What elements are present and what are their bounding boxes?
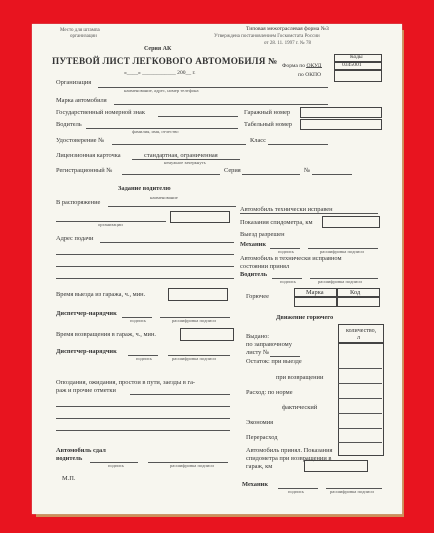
number-field-label: № [304, 167, 311, 174]
mechanic-2-label: Механик [242, 481, 269, 488]
quantity-header-1: количество, [346, 328, 377, 334]
disposal-box [170, 211, 230, 223]
quantity-header-box [338, 324, 384, 344]
license-label: Удостоверение № [56, 137, 105, 144]
car-handed-driver-label: водитель [56, 455, 83, 462]
date-line: «____» ____________ 200__ г. [124, 70, 196, 76]
handed-decode-hint: расшифровка подписи [170, 462, 214, 468]
disposal-org-hint: организации [98, 221, 123, 227]
garage-number-box [300, 107, 382, 118]
fuel-code-value-box [336, 296, 380, 307]
accepted-driver-label: Водитель [240, 271, 268, 278]
driver-hint: фамилия, имя, отчество [132, 128, 179, 134]
plate-label: Государственный номерной знак [56, 109, 145, 116]
seal-place: М.П. [62, 475, 76, 482]
economy-label: Экономия [246, 419, 274, 426]
fuel-brand-label: Марка [306, 288, 324, 296]
departure-time-box [168, 288, 228, 301]
mechanic-sign-hint: подпись [278, 248, 295, 254]
organization-label: Организация [56, 79, 92, 86]
car-received-line-1: Автомобиль принял. Показания [246, 447, 333, 454]
task-heading: Задание водителю [118, 185, 171, 192]
driver-sign-hint: подпись [280, 278, 297, 284]
fuel-brand-value-box [294, 296, 338, 307]
handed-sign-hint: подпись [108, 462, 125, 468]
remainder-return-label: при возвращении [276, 374, 324, 381]
return-time-box [180, 328, 234, 341]
form-title: ПУТЕВОЙ ЛИСТ ЛЕГКОВОГО АВТОМОБИЛЯ № [52, 56, 278, 66]
issued-line-1: Выдано: [246, 333, 270, 340]
departure-allowed-label: Выезд разрешен [240, 231, 285, 238]
tab-number-box [300, 119, 382, 130]
accepted-line-2: состоянии принял [240, 263, 290, 270]
class-label: Класс [250, 137, 266, 144]
registration-number-label: Регистрационный № [56, 167, 113, 174]
dispatcher-1-decode-hint: расшифровка подписи [172, 317, 216, 323]
quantity-header-2: л [357, 335, 360, 341]
consumption-actual-label: фактический [282, 404, 318, 411]
card-type-text: стандартная, ограниченная [144, 152, 218, 159]
dispatcher-1-sign-hint: подпись [130, 317, 147, 323]
driver-label: Водитель [56, 121, 82, 128]
car-received-line-2: спидометра при возвращении в [246, 455, 332, 462]
delays-line-2: раж и прочие отметки [56, 387, 116, 394]
okud-value: 0345001 [342, 61, 362, 68]
approval-date: от 28. 11. 1997 г. № 78 [264, 41, 311, 46]
car-handed-label: Автомобиль сдал [56, 447, 106, 454]
codes-label: Коды [350, 54, 363, 60]
dispatcher-2-decode-hint: расшифровка подписи [172, 355, 216, 361]
tab-number-label: Табельный номер [244, 121, 292, 128]
return-odometer-box [304, 460, 368, 472]
accepted-line-1: Автомобиль в технически исправном [240, 255, 342, 262]
license-card-label: Лицензионная карточка [56, 152, 121, 159]
card-type-hint: ненужное зачеркнуть [164, 159, 206, 165]
mechanic-2-sign-hint: подпись [288, 488, 305, 494]
car-brand-label: Марка автомобиля [56, 97, 107, 104]
dispatcher-1-label: Диспетчер-нарядчик [56, 310, 117, 317]
fuel-label: Горючее [246, 293, 269, 300]
fuel-movement-heading: Движение горючего [276, 314, 334, 321]
quantity-column-box [338, 342, 384, 456]
waybill-form [32, 24, 402, 514]
okpo-value-box [334, 69, 382, 82]
series-field-label: Серия [224, 167, 241, 174]
dispatcher-2-sign-hint: подпись [136, 355, 153, 361]
remainder-departure-label: Остаток: при выезде [246, 358, 302, 365]
mechanic-2-decode-hint: расшифровка подписи [330, 488, 374, 494]
dispatcher-2-label: Диспетчер-нарядчик [56, 348, 117, 355]
odometer-box [322, 216, 380, 228]
okpo-label: по ОКПО [298, 72, 322, 78]
car-received-line-3: гараж, км [246, 463, 273, 470]
garage-number-label: Гаражный номер [244, 109, 291, 116]
consumption-norm-label: Расход: по норме [246, 389, 293, 396]
delays-line-1: Опоздания, ожидания, простои в пути, заезды в га- [56, 379, 196, 386]
stamp-place-label: Место для штампа [60, 28, 100, 33]
issued-line-2: по заправочному [246, 341, 292, 348]
driver-decode-hint: расшифровка подписи [318, 278, 362, 284]
mechanic-decode-hint: расшифровка подписи [320, 248, 364, 254]
return-time-label: Время возвращения в гараж, ч., мин. [56, 331, 156, 338]
organization-hint: наименование, адрес, номер телефона [124, 87, 199, 93]
mechanic-label: Механик [240, 241, 267, 248]
disposal-name-hint: наименование [150, 195, 178, 200]
issued-line-3: листу № [246, 349, 270, 356]
okud-label: Форма по ОКУД [282, 63, 322, 69]
form-name: Типовая межотраслевая форма №3 [246, 26, 329, 32]
odometer-label: Показания спидометра, км [240, 219, 313, 226]
car-ok-label: Автомобиль технически исправен [240, 206, 333, 213]
disposal-label: В распоряжение [56, 199, 101, 206]
fuel-code-label: Код [350, 288, 361, 296]
overuse-label: Перерасход [246, 434, 278, 441]
address-label: Адрес подачи [56, 235, 94, 242]
series-label: Серия АК [144, 46, 172, 52]
organization-small-label: организации [70, 34, 97, 39]
departure-time-label: Время выезда из гаража, ч., мин. [56, 291, 146, 298]
approval-text: Утверждена постановлением Госкомстата России [214, 34, 320, 39]
